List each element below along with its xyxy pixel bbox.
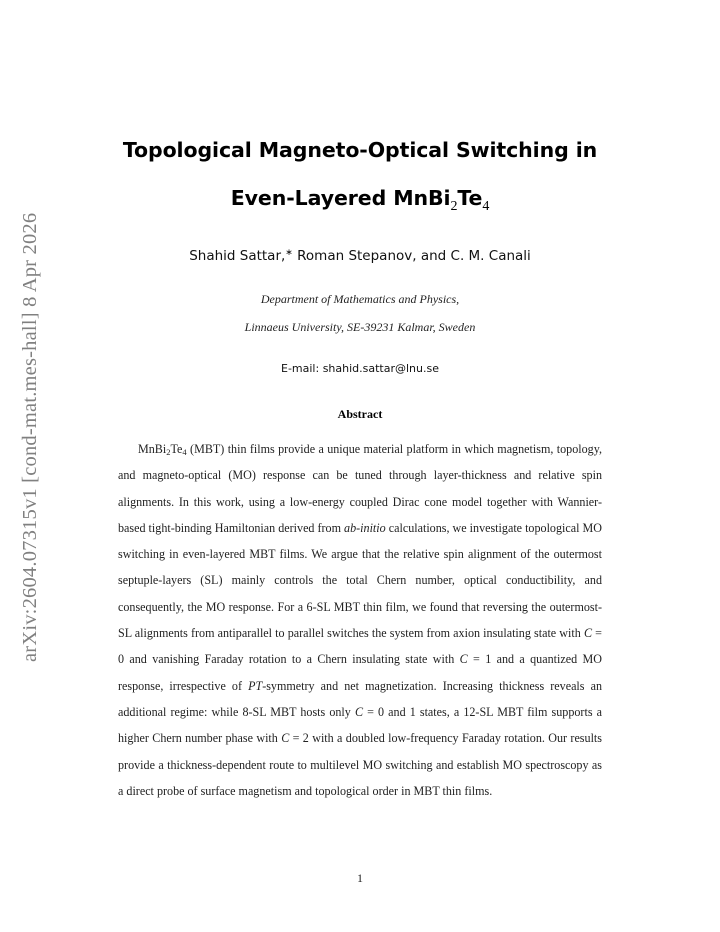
affiliation-university: Linnaeus University, SE-39231 Kalmar, Sweden xyxy=(244,320,476,334)
corresponding-author-mark: ∗ xyxy=(285,248,293,258)
author-list xyxy=(80,248,640,264)
contact-email: E-mail: shahid.sattar@lnu.se xyxy=(281,362,439,375)
paper-title-line2: Even-Layered $MnBi_2Te_4$ xyxy=(230,186,490,214)
author-sattar: Shahid Sattar, xyxy=(189,248,286,264)
affiliation-department: Department of Mathematics and Physics, xyxy=(260,292,460,306)
arxiv-identifier: arXiv:2604.07315v1 [cond-mat.mes-hall] 8 Apr 2026 xyxy=(19,212,41,663)
abstract-text: $MnBi_2Te_4$ (MBT) thin films provide a unique material platform in which magnetism, topology, and magneto-optical (MO) response can be tuned through layer-thickness and relative spin alignments. In this work, using a low-energy coupled Dirac cone model together with Wannier-based tight-binding Hamiltonian derived from ab-initio calculations, we investigate topological MO switching in even-layered MBT films. We argue that the relative spin alignment of the outermost septuple-layers (SL) mainly controls the total Chern number, optical conductibility, and consequently, the MO response. For a 6-SL MBT thin film, we found that reversing the outermost-SL alignments from antiparallel to parallel switches the system from axion insulating state with C = 0 and vanishing Faraday rotation to a Chern insulating state with C = 1 and a quantized MO response, irrespective of PT-symmetry and net magnetization. Increasing thickness reveals an additional regime: while 8-SL MBT hosts only C = 0 and 1 states, a 12-SL MBT film supports a higher Chern number phase with C = 2 with a doubled low-frequency Faraday rotation. Our results provide a thickness-dependent route to multilevel MO switching and establish MO spectroscopy as a direct probe of surface magnetism and topological order in MBT thin films. xyxy=(118,442,602,798)
abstract-heading: Abstract xyxy=(337,407,383,421)
paper-title-line1: Topological Magneto-Optical Switching in xyxy=(122,138,598,162)
other-authors: Roman Stepanov, and C. M. Canali xyxy=(292,248,531,264)
page-number: 1 xyxy=(357,871,363,885)
